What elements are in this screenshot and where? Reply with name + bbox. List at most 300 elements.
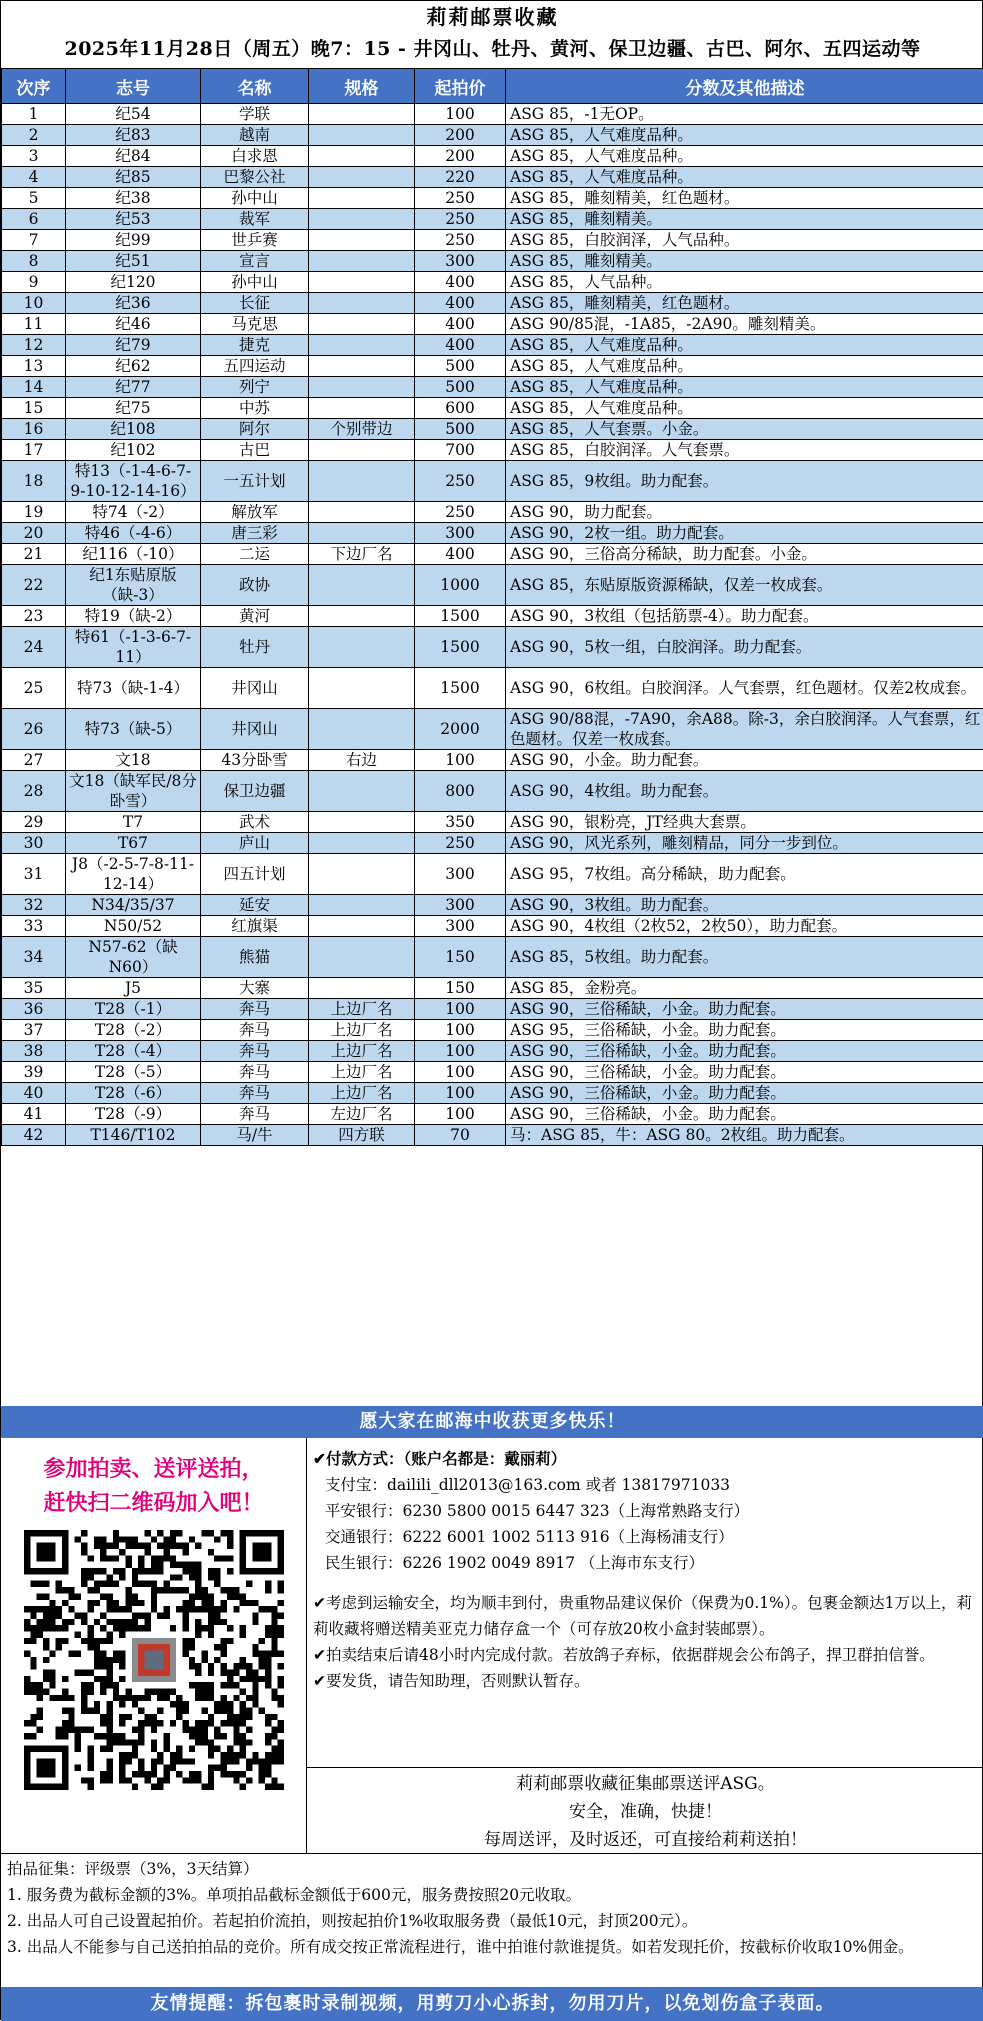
cell-desc: ASG 85，人气难度品种。 <box>506 377 983 398</box>
table-row <box>2 167 983 188</box>
cell-spec <box>309 188 415 209</box>
cell-no: 6 <box>2 209 66 230</box>
cell-name: 白求恩 <box>201 146 309 167</box>
cell-desc: ASG 90，2枚一组。助力配套。 <box>506 523 983 544</box>
cell-spec: 四方联 <box>309 1124 415 1145</box>
table-row <box>2 1103 983 1124</box>
cell-spec <box>309 398 415 419</box>
cell-no: 36 <box>2 998 66 1019</box>
cell-name: 阿尔 <box>201 419 309 440</box>
cell-desc: ASG 85，5枚组。助力配套。 <box>506 936 983 977</box>
cell-spec <box>309 356 415 377</box>
cell-price: 800 <box>415 770 506 811</box>
cell-name: 马/牛 <box>201 1124 309 1145</box>
cell-code: 纪38 <box>66 188 201 209</box>
cell-spec: 上边厂名 <box>309 1082 415 1103</box>
cell-price: 220 <box>415 167 506 188</box>
cell-price: 600 <box>415 398 506 419</box>
cell-spec <box>309 461 415 502</box>
table-row <box>2 335 983 356</box>
table-row <box>2 523 983 544</box>
terms-item-2: 2. 出品人可自己设置起拍价。若起拍价流拍，则按起拍价1%收取服务费（最低10元，封顶200元）。 <box>7 1908 978 1934</box>
cell-no: 15 <box>2 398 66 419</box>
cell-price: 100 <box>415 1040 506 1061</box>
payment-alipay: 支付宝：dailili_dll2013@163.com 或者 13817971033 <box>313 1472 978 1498</box>
cell-name: 孙中山 <box>201 272 309 293</box>
table-row <box>2 314 983 335</box>
table-row <box>2 1019 983 1040</box>
cell-spec <box>309 894 415 915</box>
cell-desc: ASG 85，人气难度品种。 <box>506 146 983 167</box>
cell-code: 特73（缺-1-4） <box>66 668 201 709</box>
table-row <box>2 230 983 251</box>
cell-name: 奔马 <box>201 1103 309 1124</box>
cell-name: 政协 <box>201 565 309 606</box>
cell-no: 40 <box>2 1082 66 1103</box>
cell-code: 纪116（-10） <box>66 544 201 565</box>
table-row <box>2 188 983 209</box>
wishes-banner: 愿大家在邮海中收获更多快乐！ <box>1 1406 983 1438</box>
cell-desc: ASG 90/85混，-1A85，-2A90。雕刻精美。 <box>506 314 983 335</box>
cell-name: 长征 <box>201 293 309 314</box>
table-row <box>2 293 983 314</box>
cell-spec <box>309 627 415 668</box>
cell-desc: ASG 85，人气难度品种。 <box>506 167 983 188</box>
cell-price: 400 <box>415 335 506 356</box>
cell-code: 特73（缺-5） <box>66 708 201 749</box>
cell-spec <box>309 770 415 811</box>
cell-spec: 个别带边 <box>309 419 415 440</box>
col-header-name: 名称 <box>201 69 309 104</box>
cell-name: 裁军 <box>201 209 309 230</box>
cell-price: 250 <box>415 209 506 230</box>
cell-desc: ASG 85，白胶润泽。人气套票。 <box>506 440 983 461</box>
cell-spec <box>309 335 415 356</box>
col-header-code: 志号 <box>66 69 201 104</box>
cell-name: 世乒赛 <box>201 230 309 251</box>
cell-spec <box>309 146 415 167</box>
table-row <box>2 1061 983 1082</box>
col-header-no: 次序 <box>2 69 66 104</box>
cell-no: 21 <box>2 544 66 565</box>
cell-desc: ASG 85，人气品种。 <box>506 272 983 293</box>
cell-code: 纪79 <box>66 335 201 356</box>
cell-price: 500 <box>415 356 506 377</box>
payment-deadline-note: ✔拍卖结束后请48小时内完成付款。若放鸽子弃标，依据群规会公布鸽子，捍卫群拍信誉。 <box>313 1642 978 1668</box>
terms-heading: 拍品征集：评级票（3%，3天结算） <box>7 1856 978 1882</box>
cell-code: J5 <box>66 977 201 998</box>
cell-spec <box>309 936 415 977</box>
cell-price: 350 <box>415 811 506 832</box>
cell-name: 红旗渠 <box>201 915 309 936</box>
cell-spec <box>309 523 415 544</box>
cell-no: 39 <box>2 1061 66 1082</box>
table-row <box>2 770 983 811</box>
cell-name: 黄河 <box>201 606 309 627</box>
cell-name: 熊猫 <box>201 936 309 977</box>
cell-code: 纪102 <box>66 440 201 461</box>
cell-desc: ASG 85，金粉亮。 <box>506 977 983 998</box>
cell-price: 200 <box>415 146 506 167</box>
cell-name: 解放军 <box>201 502 309 523</box>
cell-spec <box>309 167 415 188</box>
cell-spec: 下边厂名 <box>309 544 415 565</box>
qr-code-icon[interactable] <box>24 1530 284 1790</box>
cell-price: 70 <box>415 1124 506 1145</box>
cell-no: 23 <box>2 606 66 627</box>
cell-no: 33 <box>2 915 66 936</box>
cell-name: 宣言 <box>201 251 309 272</box>
cell-price: 100 <box>415 1019 506 1040</box>
cell-spec <box>309 853 415 894</box>
cell-price: 250 <box>415 188 506 209</box>
cell-spec <box>309 440 415 461</box>
cell-no: 26 <box>2 708 66 749</box>
table-row <box>2 915 983 936</box>
cell-desc: ASG 85，人气套票。小金。 <box>506 419 983 440</box>
table-row <box>2 708 983 749</box>
table-row <box>2 272 983 293</box>
cell-no: 28 <box>2 770 66 811</box>
cell-desc: ASG 95，三俗稀缺，小金。助力配套。 <box>506 1019 983 1040</box>
cell-name: 列宁 <box>201 377 309 398</box>
cell-name: 越南 <box>201 125 309 146</box>
cell-price: 300 <box>415 251 506 272</box>
cell-desc: ASG 85，东贴原版资源稀缺，仅差一枚成套。 <box>506 565 983 606</box>
cell-no: 18 <box>2 461 66 502</box>
table-row <box>2 936 983 977</box>
cell-code: 特74（-2） <box>66 502 201 523</box>
table-row <box>2 125 983 146</box>
cell-spec <box>309 293 415 314</box>
cell-code: J8（-2-5-7-8-11-12-14） <box>66 853 201 894</box>
cell-spec <box>309 272 415 293</box>
cell-code: T28（-4） <box>66 1040 201 1061</box>
cell-spec: 上边厂名 <box>309 1061 415 1082</box>
cell-name: 庐山 <box>201 832 309 853</box>
cell-no: 41 <box>2 1103 66 1124</box>
table-row <box>2 627 983 668</box>
table-row <box>2 356 983 377</box>
cell-no: 30 <box>2 832 66 853</box>
cell-spec <box>309 915 415 936</box>
cell-no: 31 <box>2 853 66 894</box>
cell-spec <box>309 230 415 251</box>
cell-price: 1500 <box>415 606 506 627</box>
cell-price: 500 <box>415 419 506 440</box>
cell-desc: ASG 90，银粉亮，JT经典大套票。 <box>506 811 983 832</box>
promo-panel <box>1 1438 307 1854</box>
delivery-note: ✔要发货，请告知助理，否则默认暂存。 <box>313 1668 978 1694</box>
cell-price: 250 <box>415 832 506 853</box>
cell-spec <box>309 314 415 335</box>
table-row <box>2 606 983 627</box>
cell-no: 37 <box>2 1019 66 1040</box>
cell-desc: ASG 85，雕刻精美，红色题材。 <box>506 293 983 314</box>
cell-code: T28（-1） <box>66 998 201 1019</box>
cell-name: 二运 <box>201 544 309 565</box>
cell-code: 纪1东贴原版（缺-3） <box>66 565 201 606</box>
cell-price: 300 <box>415 853 506 894</box>
cell-desc: ASG 85，-1无OP。 <box>506 104 983 125</box>
cell-name: 唐三彩 <box>201 523 309 544</box>
cell-code: 特13（-1-4-6-7-9-10-12-14-16） <box>66 461 201 502</box>
cell-no: 25 <box>2 668 66 709</box>
cell-price: 1500 <box>415 627 506 668</box>
cell-desc: ASG 85，雕刻精美。 <box>506 209 983 230</box>
cell-desc: ASG 85，人气难度品种。 <box>506 398 983 419</box>
cell-desc: ASG 90/88混，-7A90，余A88。除-3，余白胶润泽。人气套票，红色题材。仅差一枚成套。 <box>506 708 983 749</box>
cell-code: 纪46 <box>66 314 201 335</box>
cell-name: 43分卧雪 <box>201 749 309 770</box>
table-row <box>2 398 983 419</box>
cell-spec <box>309 125 415 146</box>
promo-slogan <box>1 1452 306 1520</box>
table-row <box>2 440 983 461</box>
cell-desc: ASG 90，助力配套。 <box>506 502 983 523</box>
cell-no: 10 <box>2 293 66 314</box>
cell-code: 纪84 <box>66 146 201 167</box>
cell-price: 100 <box>415 998 506 1019</box>
cell-no: 5 <box>2 188 66 209</box>
cell-desc: ASG 90，三俗稀缺，小金。助力配套。 <box>506 998 983 1019</box>
cell-no: 12 <box>2 335 66 356</box>
cell-code: 纪75 <box>66 398 201 419</box>
cell-desc: ASG 90，三俗稀缺，小金。助力配套。 <box>506 1103 983 1124</box>
cell-no: 16 <box>2 419 66 440</box>
cell-code: N34/35/37 <box>66 894 201 915</box>
cell-no: 4 <box>2 167 66 188</box>
cell-code: 特46（-4-6） <box>66 523 201 544</box>
cell-code: T146/T102 <box>66 1124 201 1145</box>
cell-name: 延安 <box>201 894 309 915</box>
cell-desc: ASG 90，三俗稀缺，小金。助力配套。 <box>506 1082 983 1103</box>
col-header-spec: 规格 <box>309 69 415 104</box>
payment-heading: ✔付款方式：（账户名都是：戴丽莉） <box>313 1446 978 1472</box>
payment-info <box>307 1438 983 1768</box>
cell-no: 3 <box>2 146 66 167</box>
grading-service <box>307 1768 983 1854</box>
cell-spec <box>309 832 415 853</box>
cell-desc: ASG 90，风光系列，雕刻精品，同分一步到位。 <box>506 832 983 853</box>
cell-name: 大寨 <box>201 977 309 998</box>
cell-price: 300 <box>415 915 506 936</box>
cell-code: 纪85 <box>66 167 201 188</box>
shipping-note: ✔考虑到运输安全，均为顺丰到付，贵重物品建议保价（保费为0.1%）。包裹金额达1万以上，莉莉收藏将赠送精美亚克力储存盒一个（可存放20枚小盒封装邮票）。 <box>313 1590 978 1642</box>
cell-spec: 上边厂名 <box>309 1019 415 1040</box>
cell-code: T28（-5） <box>66 1061 201 1082</box>
table-row <box>2 811 983 832</box>
table-row <box>2 251 983 272</box>
cell-no: 29 <box>2 811 66 832</box>
col-header-price: 起拍价 <box>415 69 506 104</box>
service-line-3: 每周送评，及时返还，可直接给莉莉送拍！ <box>307 1826 983 1854</box>
promo-line-1: 参加拍卖、送评送拍， <box>1 1452 306 1486</box>
cell-no: 35 <box>2 977 66 998</box>
cell-code: 文18 <box>66 749 201 770</box>
cell-price: 400 <box>415 293 506 314</box>
cell-spec <box>309 811 415 832</box>
cell-name: 孙中山 <box>201 188 309 209</box>
cell-no: 24 <box>2 627 66 668</box>
cell-name: 奔马 <box>201 1019 309 1040</box>
cell-desc: ASG 90，4枚组（2枚52，2枚50），助力配套。 <box>506 915 983 936</box>
cell-no: 20 <box>2 523 66 544</box>
table-row <box>2 104 983 125</box>
footer-reminder: 友情提醒：拆包裹时录制视频，用剪刀小心拆封，勿用刀片，以免划伤盒子表面。 <box>1 1987 983 2021</box>
cell-code: 纪62 <box>66 356 201 377</box>
table-row <box>2 544 983 565</box>
table-row <box>2 977 983 998</box>
table-row <box>2 668 983 709</box>
cell-spec <box>309 606 415 627</box>
cell-code: 纪53 <box>66 209 201 230</box>
cell-desc: ASG 90，3枚组（包括筋票-4）。助力配套。 <box>506 606 983 627</box>
cell-desc: ASG 85，雕刻精美。 <box>506 251 983 272</box>
payment-bank-1: 平安银行：6230 5800 0015 6447 323（上海常熟路支行） <box>313 1498 978 1524</box>
cell-price: 500 <box>415 377 506 398</box>
cell-no: 34 <box>2 936 66 977</box>
table-row <box>2 1040 983 1061</box>
cell-name: 巴黎公社 <box>201 167 309 188</box>
cell-price: 400 <box>415 272 506 293</box>
table-row <box>2 209 983 230</box>
cell-name: 四五计划 <box>201 853 309 894</box>
page-title: 莉莉邮票收藏 <box>1 1 983 33</box>
cell-spec: 右边 <box>309 749 415 770</box>
cell-desc: ASG 90，5枚一组，白胶润泽。助力配套。 <box>506 627 983 668</box>
cell-price: 400 <box>415 544 506 565</box>
cell-no: 13 <box>2 356 66 377</box>
cell-code: 纪77 <box>66 377 201 398</box>
table-row <box>2 461 983 502</box>
cell-code: 纪108 <box>66 419 201 440</box>
service-line-2: 安全，准确，快捷！ <box>307 1798 983 1826</box>
cell-no: 38 <box>2 1040 66 1061</box>
cell-price: 100 <box>415 1082 506 1103</box>
cell-code: T7 <box>66 811 201 832</box>
cell-name: 奔马 <box>201 998 309 1019</box>
lots-table-body <box>2 104 983 1146</box>
cell-no: 32 <box>2 894 66 915</box>
cell-name: 马克思 <box>201 314 309 335</box>
cell-desc: ASG 85，人气难度品种。 <box>506 335 983 356</box>
cell-spec: 上边厂名 <box>309 1040 415 1061</box>
cell-name: 井冈山 <box>201 668 309 709</box>
cell-desc: ASG 90，小金。助力配套。 <box>506 749 983 770</box>
cell-name: 武术 <box>201 811 309 832</box>
title-block <box>1 1 983 68</box>
cell-desc: ASG 85，人气难度品种。 <box>506 356 983 377</box>
cell-desc: ASG 95，7枚组。高分稀缺，助力配套。 <box>506 853 983 894</box>
table-row <box>2 377 983 398</box>
table-row <box>2 565 983 606</box>
terms-item-1: 1. 服务费为截标金额的3%。单项拍品截标金额低于600元，服务费按照20元收取。 <box>7 1882 978 1908</box>
cell-spec <box>309 502 415 523</box>
cell-code: T28（-2） <box>66 1019 201 1040</box>
cell-spec <box>309 565 415 606</box>
cell-price: 200 <box>415 125 506 146</box>
cell-desc: ASG 90，三俗高分稀缺，助力配套。小金。 <box>506 544 983 565</box>
cell-name: 学联 <box>201 104 309 125</box>
cell-name: 奔马 <box>201 1040 309 1061</box>
cell-code: 纪36 <box>66 293 201 314</box>
table-row <box>2 1082 983 1103</box>
payment-bank-2: 交通银行：6222 6001 1002 5113 916（上海杨浦支行） <box>313 1524 978 1550</box>
cell-no: 8 <box>2 251 66 272</box>
terms-item-3: 3. 出品人不能参与自己送拍拍品的竞价。所有成交按正常流程进行，谁中拍谁付款谁提货。如若发现托价，按截标价收取10%佣金。 <box>7 1934 978 1960</box>
cell-desc: 马：ASG 85，牛：ASG 80。2枚组。助力配套。 <box>506 1124 983 1145</box>
cell-code: T28（-9） <box>66 1103 201 1124</box>
table-row <box>2 853 983 894</box>
cell-desc: ASG 90，4枚组。助力配套。 <box>506 770 983 811</box>
cell-price: 400 <box>415 314 506 335</box>
cell-name: 捷克 <box>201 335 309 356</box>
cell-code: T28（-6） <box>66 1082 201 1103</box>
cell-no: 14 <box>2 377 66 398</box>
cell-no: 2 <box>2 125 66 146</box>
cell-desc: ASG 90，三俗稀缺，小金。助力配套。 <box>506 1061 983 1082</box>
cell-code: 纪83 <box>66 125 201 146</box>
cell-price: 150 <box>415 936 506 977</box>
cell-code: 纪54 <box>66 104 201 125</box>
cell-spec <box>309 251 415 272</box>
cell-no: 42 <box>2 1124 66 1145</box>
table-row <box>2 998 983 1019</box>
cell-no: 27 <box>2 749 66 770</box>
cell-name: 奔马 <box>201 1061 309 1082</box>
cell-price: 300 <box>415 523 506 544</box>
cell-spec <box>309 977 415 998</box>
cell-name: 井冈山 <box>201 708 309 749</box>
table-row <box>2 894 983 915</box>
cell-price: 300 <box>415 894 506 915</box>
cell-no: 19 <box>2 502 66 523</box>
cell-spec <box>309 668 415 709</box>
cell-spec <box>309 209 415 230</box>
cell-name: 牡丹 <box>201 627 309 668</box>
cell-code: 纪99 <box>66 230 201 251</box>
cell-name: 古巴 <box>201 440 309 461</box>
cell-price: 250 <box>415 461 506 502</box>
cell-spec: 左边厂名 <box>309 1103 415 1124</box>
promo-line-2: 赶快扫二维码加入吧！ <box>1 1486 306 1520</box>
cell-no: 17 <box>2 440 66 461</box>
cell-no: 9 <box>2 272 66 293</box>
cell-desc: ASG 85，9枚组。助力配套。 <box>506 461 983 502</box>
cell-desc: ASG 90，3枚组。助力配套。 <box>506 894 983 915</box>
cell-desc: ASG 85，人气难度品种。 <box>506 125 983 146</box>
cell-name: 奔马 <box>201 1082 309 1103</box>
cell-price: 250 <box>415 502 506 523</box>
cell-price: 100 <box>415 104 506 125</box>
col-header-desc: 分数及其他描述 <box>506 69 983 104</box>
cell-no: 11 <box>2 314 66 335</box>
table-row <box>2 1124 983 1145</box>
cell-spec <box>309 104 415 125</box>
cell-name: 中苏 <box>201 398 309 419</box>
cell-price: 100 <box>415 749 506 770</box>
cell-price: 1500 <box>415 668 506 709</box>
cell-price: 150 <box>415 977 506 998</box>
cell-code: 特19（缺-2） <box>66 606 201 627</box>
cell-name: 五四运动 <box>201 356 309 377</box>
cell-code: T67 <box>66 832 201 853</box>
table-row <box>2 146 983 167</box>
page-subtitle: 2025年11月28日（周五）晚7：15 - 井冈山、牡丹、黄河、保卫边疆、古巴、阿尔、五四运动等 <box>1 33 983 65</box>
cell-desc: ASG 90，三俗稀缺，小金。助力配套。 <box>506 1040 983 1061</box>
cell-code: 文18（缺军民/8分卧雪） <box>66 770 201 811</box>
